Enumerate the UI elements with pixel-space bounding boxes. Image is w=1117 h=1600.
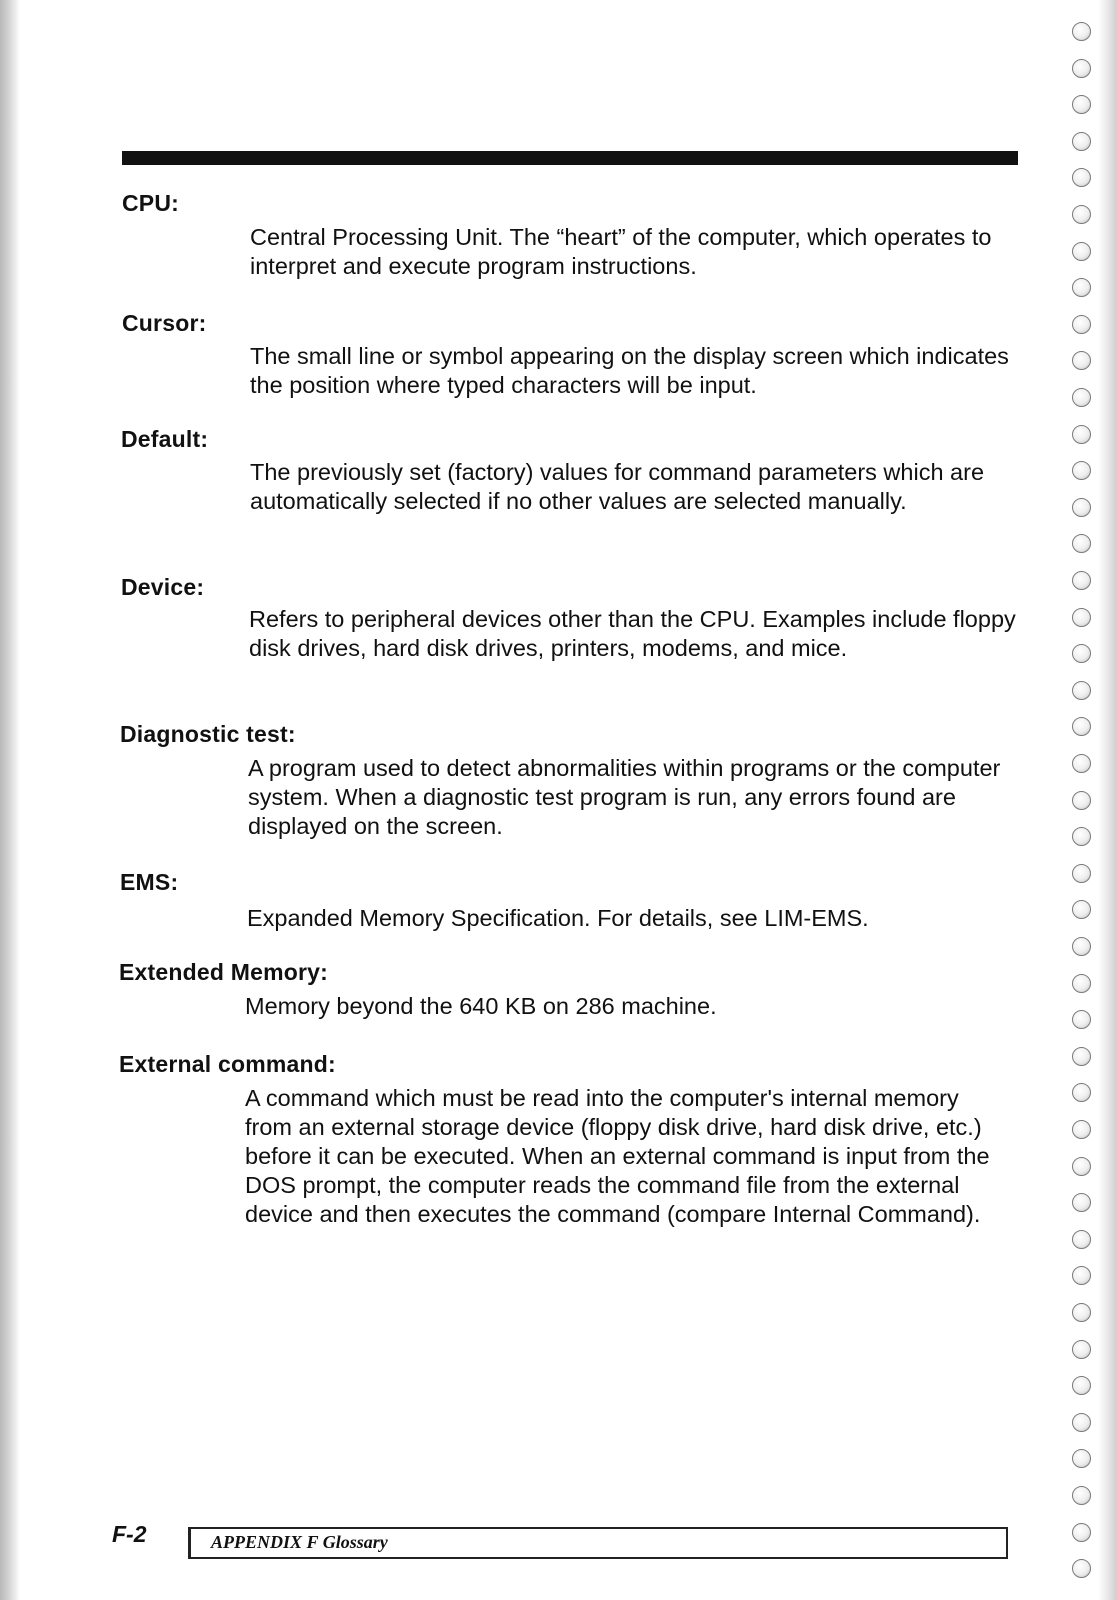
footer-section-box [188, 1527, 1008, 1559]
binding-ring [1072, 388, 1091, 407]
binding-ring [1072, 534, 1091, 553]
binding-ring [1072, 1376, 1091, 1395]
glossary-term: Device: [121, 574, 205, 600]
glossary-term: CPU: [122, 190, 180, 216]
glossary-definition: Refers to peripheral devices other than the CPU. Examples include floppy disk drives, hard disk drives, printers, modems, and mice. [249, 606, 1016, 661]
binding-ring [1072, 1523, 1091, 1542]
page-right-edge [1098, 0, 1117, 1600]
binding-ring [1072, 827, 1091, 846]
glossary-term: Default: [121, 426, 209, 452]
binding-ring [1072, 900, 1091, 919]
binding-ring [1072, 498, 1091, 517]
binding-ring [1072, 461, 1091, 480]
binding-ring [1072, 1449, 1091, 1468]
binding-ring [1072, 681, 1091, 700]
glossary-term: EMS: [120, 869, 179, 895]
glossary-definition: The previously set (factory) values for command parameters which are automatically selected if no other values are selected manually. [250, 459, 985, 514]
binding-ring [1072, 1340, 1091, 1359]
binding-ring [1072, 1047, 1091, 1066]
binding-ring [1072, 1486, 1091, 1505]
binding-ring [1072, 205, 1091, 224]
glossary-term: Cursor: [122, 310, 207, 336]
binding-ring [1072, 717, 1091, 736]
binding-ring [1072, 425, 1091, 444]
binding-ring [1072, 351, 1091, 370]
binding-ring [1072, 974, 1091, 993]
binding-ring [1072, 1083, 1091, 1102]
binding-ring [1072, 1266, 1091, 1285]
glossary-definition: Central Processing Unit. The “heart” of the computer, which operates to interpret and execute program instructions. [250, 224, 992, 279]
binding-ring [1072, 644, 1091, 663]
binding-ring [1072, 864, 1091, 883]
binding-ring [1072, 1413, 1091, 1432]
binding-ring [1072, 754, 1091, 773]
binding-ring [1072, 1010, 1091, 1029]
binding-ring [1072, 571, 1091, 590]
binding-ring [1072, 242, 1091, 261]
glossary-definition: Memory beyond the 640 KB on 286 machine. [245, 993, 717, 1019]
header-rule [122, 151, 1018, 165]
binding-ring [1072, 278, 1091, 297]
spiral-binding [1068, 14, 1098, 1594]
glossary-definition: Expanded Memory Specification. For details, see LIM-EMS. [247, 905, 869, 931]
binding-ring [1072, 1230, 1091, 1249]
page-left-shadow [0, 0, 20, 1600]
glossary-definition: A program used to detect abnormalities within programs or the computer system. When a diagnostic test program is run, any errors found are displayed on the screen. [248, 755, 1001, 839]
binding-ring [1072, 59, 1091, 78]
binding-ring [1072, 1193, 1091, 1212]
binding-ring [1072, 168, 1091, 187]
glossary-term: External command: [119, 1051, 336, 1077]
binding-ring [1072, 791, 1091, 810]
footer-section-label: APPENDIX F Glossary [211, 1532, 388, 1552]
glossary-definition: A command which must be read into the computer's internal memory from an external storage device (floppy disk drive, hard disk drive, etc.) before it can be executed. When an external command is input from the DOS prompt, the computer reads the command file from the external device and then executes the command (compare Internal Command). [245, 1085, 990, 1227]
glossary-term: Diagnostic test: [120, 721, 296, 747]
glossary-definition: The small line or symbol appearing on the display screen which indicates the position where typed characters will be input. [250, 343, 1009, 398]
glossary-term: Extended Memory: [119, 959, 328, 985]
binding-ring [1072, 1559, 1091, 1578]
binding-ring [1072, 95, 1091, 114]
binding-ring [1072, 132, 1091, 151]
binding-ring [1072, 315, 1091, 334]
binding-ring [1072, 22, 1091, 41]
page-number: F-2 [112, 1521, 147, 1547]
binding-ring [1072, 1157, 1091, 1176]
binding-ring [1072, 1120, 1091, 1139]
binding-ring [1072, 937, 1091, 956]
binding-ring [1072, 1303, 1091, 1322]
binding-ring [1072, 608, 1091, 627]
